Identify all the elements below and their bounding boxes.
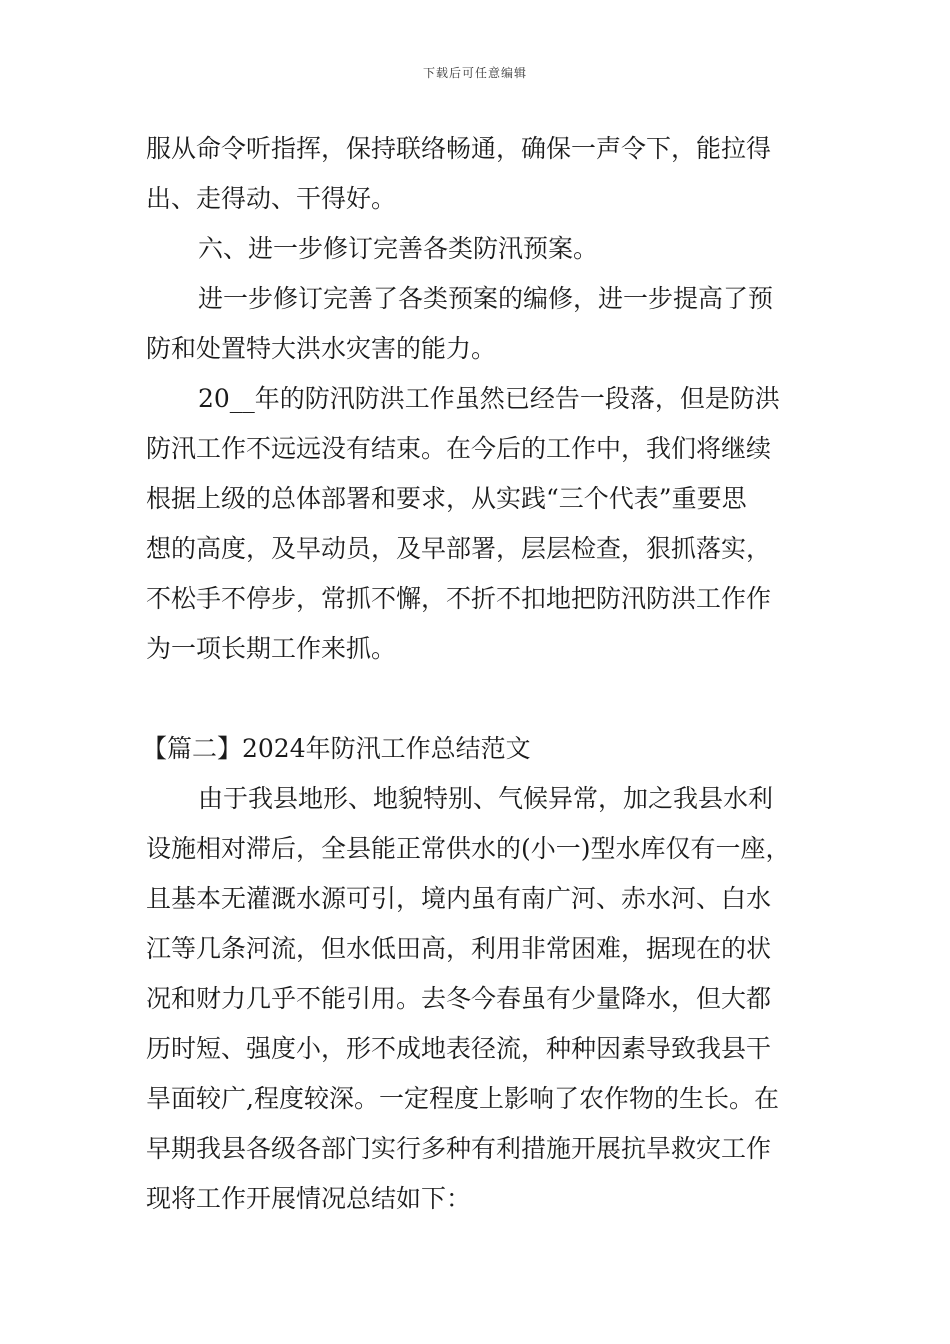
paragraph-line: 出、走得动、干得好。: [146, 184, 397, 213]
paragraph-line: 旱面较广,程度较深。一定程度上影响了农作物的生长。在: [146, 1084, 779, 1113]
paragraph-line: 且基本无灌溉水源可引，境内虽有南广河、赤水河、白水: [146, 884, 772, 913]
page-header: 下载后可任意编辑: [422, 66, 527, 80]
paragraph-line: 进一步修订完善了各类预案的编修，进一步提高了预: [198, 284, 774, 313]
document-body: [142, 124, 816, 1224]
paragraph-line: 防汛工作不远远没有结束。在今后的工作中，我们将继续: [146, 434, 772, 463]
paragraph-line: 根据上级的总体部署和要求，从实践“三个代表”重要思: [146, 484, 747, 513]
paragraph-line: 由于我县地形、地貌特别、气候异常，加之我县水利: [198, 784, 774, 813]
paragraph-line: 防和处置特大洪水灾害的能力。: [146, 334, 497, 363]
paragraph-line: 现将工作开展情况总结如下：: [146, 1184, 472, 1213]
section-spacer: [146, 674, 816, 724]
paragraph-line: 早期我县各级各部门实行多种有利措施开展抗旱救灾工作: [146, 1134, 772, 1163]
paragraph-line: 想的高度，及早动员，及早部署，层层检查，狠抓落实，: [146, 534, 772, 563]
paragraph-line: 为一项长期工作来抓。: [146, 634, 397, 663]
paragraph-line: 设施相对滞后，全县能正常供水的(小一)型水库仅有一座，: [146, 834, 791, 863]
item-heading-6: 六、进一步修订完善各类防汛预案。: [198, 234, 599, 263]
section-title: 【篇二】2024年防汛工作总结范文: [142, 734, 531, 763]
paragraph-line: 不松手不停步，常抓不懈，不折不扣地把防汛防洪工作作: [146, 584, 772, 613]
paragraph-line: 况和财力几乎不能引用。去冬今春虽有少量降水，但大都: [146, 984, 772, 1013]
paragraph-line: 江等几条河流，但水低田高，利用非常困难，据现在的状: [146, 934, 772, 963]
paragraph-line: 历时短、强度小，形不成地表径流，种种因素导致我县干: [146, 1034, 772, 1063]
paragraph-line: 服从命令听指挥，保持联络畅通，确保一声令下，能拉得: [146, 134, 772, 163]
paragraph-line: 20__年的防汛防洪工作虽然已经告一段落，但是防洪: [198, 384, 780, 413]
